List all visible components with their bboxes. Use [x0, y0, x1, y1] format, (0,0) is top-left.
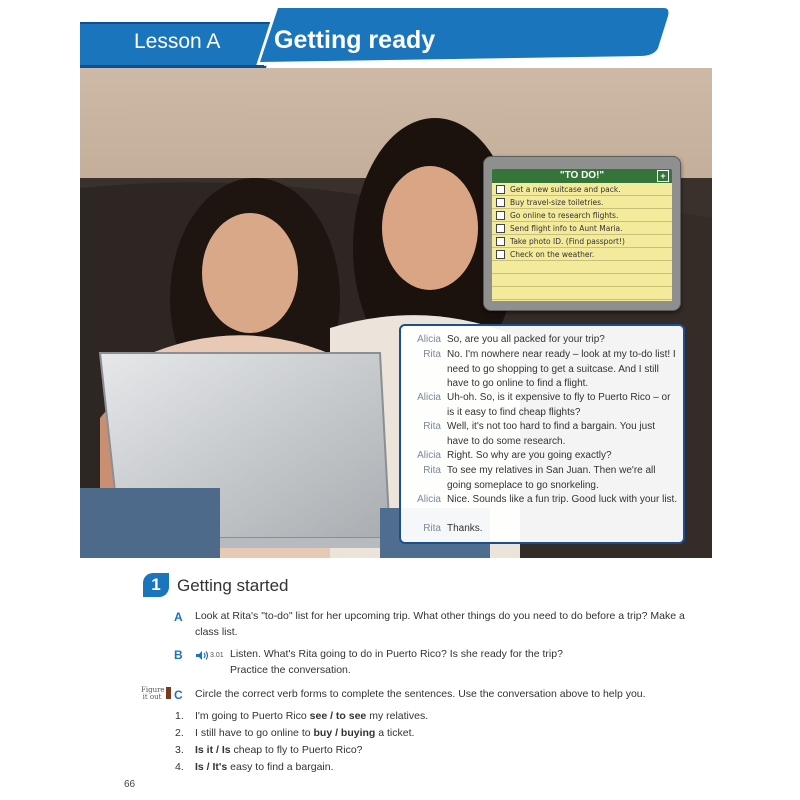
conversation-box [399, 324, 685, 544]
figure-it-out-label: Figure it out [141, 686, 165, 701]
todo-item: Send flight info to Aunt Maria. [496, 222, 622, 235]
question-a-text: Look at Rita's "to-do" list for her upcoming trip. What other things do you need to do before a trip? Make a class list. [195, 610, 685, 638]
todo-title: "TO DO!" [559, 170, 605, 181]
add-icon: + [657, 170, 669, 182]
textbook-page: Lesson A Getting ready "TO DO!" + Get a new suitcase and pack. Buy travel-size toiletries. Go online to research flights. Send flight info to Aunt Maria. Take photo ID. (Find passport!) Check on the weather. Alicia So, are you all packed for your trip? Rita No. I'm nowhere near ready – look at my to-do list! I need to go shopping to get a suitcase. And I still have to go online to find a flight. Alicia Uh-oh. So, is it expensive to fly to Puerto Rico – or is it easy to find cheap flights? Rita Well, it's not too hard to find a bargain. You just have to do some research. Alicia Right. So why are you going exactly? Rita To see my relatives in San Juan. Then we're all going someplace to go snorkeling. Alicia Nice. Sounds like a fun trip. Good luck with your list. Rita Thanks. 1 Getting started A Look at Rita's "to-do" list for her upcoming trip. What other things do you need to do before a trip? Make a class list. B 3.01 Listen. What's Rita going to do in Puerto Rico? Is she ready for the trip? Practice the conversation. Figure it out C Circle the correct verb forms to complete the sentences. Use the conversation above to help you. 1. I'm going to Puerto Rico see / to see my relatives. 2. I still have to go online to buy / buying a ticket. 3. Is it / Is cheap to fly to Puerto Rico? 4. Is / It's easy to find a bargain. 66 [0, 0, 800, 800]
speaker-name: Rita [423, 523, 441, 534]
todo-header [492, 169, 672, 183]
figure-it-out-marker [166, 687, 171, 699]
speaker-name: Alicia [417, 450, 441, 461]
page-number: 66 [124, 779, 136, 790]
speaker-name: Rita [423, 421, 441, 432]
question-letter-b: B [174, 648, 183, 662]
dialog-text: So, are you all packed for your trip? [447, 334, 605, 345]
speaker-name: Rita [423, 465, 441, 476]
todo-item: Take photo ID. (Find passport!) [496, 235, 625, 248]
todo-item: Check on the weather. [496, 248, 594, 261]
dialog-text: No. I'm nowhere near ready – look at my to-do list! I need to go shopping to get a suitcase. And I still have to go online to find a flight. [447, 349, 676, 389]
section-number: 1 [143, 573, 169, 597]
dialog-text: Uh-oh. So, is it expensive to fly to Puerto Rico – or is it easy to find cheap flights? [447, 392, 671, 418]
todo-item: Buy travel-size toiletries. [496, 196, 603, 209]
question-letter-c: C [174, 688, 183, 702]
speaker-name: Alicia [417, 334, 441, 345]
section-title: Getting started [177, 576, 289, 595]
question-letter-a: A [174, 610, 183, 624]
verb-options[interactable]: Is / It's [195, 761, 228, 773]
todo-list-widget [483, 156, 681, 311]
speaker-name: Alicia [417, 494, 441, 505]
checkbox-icon [496, 185, 505, 194]
todo-item: Get a new suitcase and pack. [496, 183, 621, 196]
dialog-text: Nice. Sounds like a fun trip. Good luck with your list. [447, 494, 678, 505]
checkbox-icon [496, 198, 505, 207]
lesson-title: Getting ready [274, 26, 436, 54]
speaker-name: Rita [423, 349, 441, 360]
dialog-text: To see my relatives in San Juan. Then we're all going someplace to go snorkeling. [447, 465, 656, 491]
dialog-text: Well, it's not too hard to find a bargain. You just have to do some research. [447, 421, 655, 447]
checkbox-icon [496, 250, 505, 259]
audio-track-number: 3.01 [210, 652, 224, 659]
verb-options[interactable]: see / to see [309, 710, 367, 722]
todo-item: Go online to research flights. [496, 209, 618, 222]
verb-options[interactable]: buy / buying [313, 727, 376, 739]
question-b-text: Listen. What's Rita going to do in Puerto Rico? Is she ready for the trip? Practice the conversation. [230, 648, 563, 676]
verb-options[interactable]: Is it / Is [195, 744, 231, 756]
checkbox-icon [496, 237, 505, 246]
speaker-name: Alicia [417, 392, 441, 403]
dialog-text: Right. So why are you going exactly? [447, 450, 612, 461]
dialog-text: Thanks. [447, 523, 483, 534]
audio-icon[interactable] [195, 650, 209, 661]
question-c-text: Circle the correct verb forms to complete the sentences. Use the conversation above to help you. [195, 688, 646, 700]
checkbox-icon [496, 224, 505, 233]
todo-paper [492, 183, 672, 301]
lesson-label: Lesson A [134, 30, 221, 53]
checkbox-icon [496, 211, 505, 220]
